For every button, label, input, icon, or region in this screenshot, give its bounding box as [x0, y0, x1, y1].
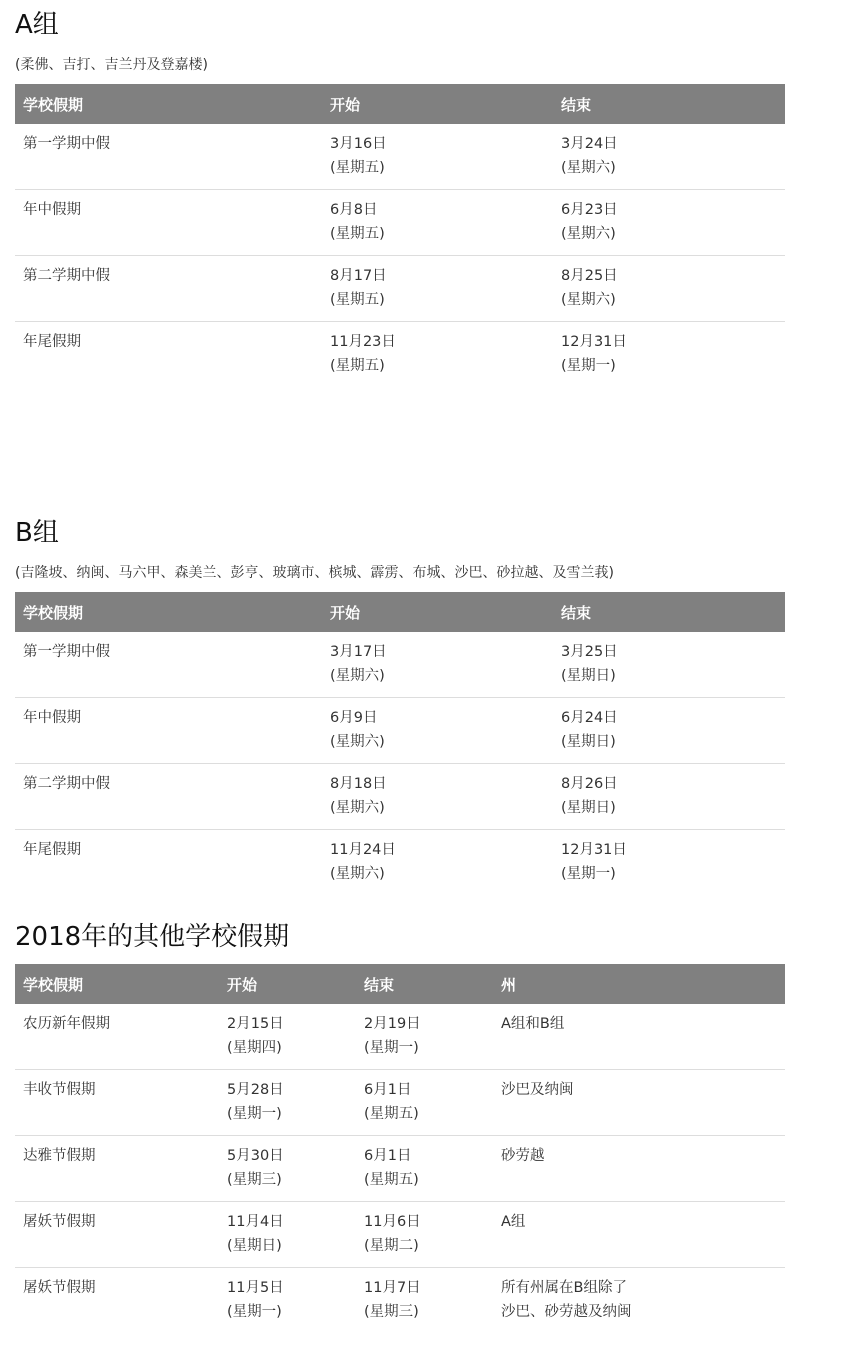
state-line: 沙巴、砂劳越及纳闽 — [501, 1304, 632, 1320]
state-line: 砂劳越 — [501, 1148, 545, 1164]
start-date: 11月24日 — [330, 842, 396, 858]
start-date: 3月16日 — [330, 136, 387, 152]
holiday-name: 年中假期 — [15, 698, 322, 764]
holiday-name: 年尾假期 — [23, 842, 81, 858]
group-a-title: A组 — [15, 10, 59, 40]
end-date: 11月7日 — [364, 1280, 421, 1296]
start-weekday: (星期六) — [330, 866, 385, 882]
end-date: 12月31日 — [561, 842, 627, 858]
table-row — [15, 322, 785, 388]
state-line: A组和B组 — [501, 1016, 565, 1032]
end-weekday: (星期六) — [561, 160, 616, 176]
start-weekday: (星期一) — [227, 1106, 282, 1122]
table-row — [15, 124, 785, 190]
start-weekday: (星期六) — [330, 668, 385, 684]
holiday-name: 第一学期中假 — [15, 124, 322, 190]
start-cell — [322, 322, 553, 388]
other-holidays-table — [15, 964, 785, 1333]
end-cell — [356, 1268, 493, 1334]
holiday-name: 第二学期中假 — [15, 764, 322, 830]
column-header-holiday: 学校假期 — [15, 84, 322, 124]
start-weekday: (星期一) — [227, 1304, 282, 1320]
start-weekday: (星期日) — [227, 1238, 282, 1254]
holiday-name: 屠妖节假期 — [15, 1202, 219, 1268]
table-row — [15, 698, 785, 764]
table-row — [15, 190, 785, 256]
table-row — [15, 764, 785, 830]
group-b-title: B组 — [15, 518, 59, 548]
holiday-name: 第一学期中假 — [15, 632, 322, 698]
end-date: 6月1日 — [364, 1148, 412, 1164]
end-weekday: (星期六) — [561, 292, 616, 308]
end-weekday: (星期日) — [561, 800, 616, 816]
table-header-row — [15, 964, 785, 1004]
group-b-section — [15, 518, 785, 895]
state-cell — [493, 1202, 785, 1268]
table-row — [15, 632, 785, 698]
start-weekday: (星期五) — [330, 358, 385, 374]
end-date: 2月19日 — [364, 1016, 421, 1032]
table-row — [15, 1202, 785, 1268]
end-date: 8月25日 — [561, 268, 618, 284]
start-weekday: (星期五) — [330, 292, 385, 308]
end-weekday: (星期一) — [364, 1040, 419, 1056]
start-cell — [219, 1070, 356, 1136]
column-header-end: 结束 — [356, 964, 493, 1004]
start-date: 8月17日 — [330, 268, 387, 284]
group-b-table — [15, 592, 785, 895]
column-header-start: 开始 — [322, 84, 553, 124]
end-cell — [356, 1136, 493, 1202]
end-cell — [356, 1004, 493, 1070]
column-header-state: 州 — [493, 964, 785, 1004]
start-weekday: (星期五) — [330, 160, 385, 176]
end-cell — [553, 764, 785, 830]
start-date: 6月9日 — [330, 710, 378, 726]
start-weekday: (星期六) — [330, 800, 385, 816]
end-cell — [553, 124, 785, 190]
end-weekday: (星期二) — [364, 1238, 419, 1254]
start-date: 11月5日 — [227, 1280, 284, 1296]
end-cell — [356, 1070, 493, 1136]
start-date: 6月8日 — [330, 202, 378, 218]
end-date: 11月6日 — [364, 1214, 421, 1230]
start-cell — [219, 1004, 356, 1070]
end-cell — [553, 322, 785, 388]
state-cell — [493, 1136, 785, 1202]
start-date: 11月23日 — [330, 334, 396, 350]
column-header-holiday: 学校假期 — [15, 592, 322, 632]
state-line: 所有州属在B组除了 — [501, 1280, 627, 1296]
state-cell — [493, 1004, 785, 1070]
start-weekday: (星期四) — [227, 1040, 282, 1056]
holiday-name: 年中假期 — [15, 190, 322, 256]
start-date: 11月4日 — [227, 1214, 284, 1230]
end-weekday: (星期日) — [561, 668, 616, 684]
start-cell — [322, 256, 553, 322]
start-cell — [322, 698, 553, 764]
end-weekday: (星期三) — [364, 1304, 419, 1320]
end-date: 12月31日 — [561, 334, 627, 350]
state-cell — [493, 1268, 785, 1334]
end-date: 6月1日 — [364, 1082, 412, 1098]
end-cell — [553, 632, 785, 698]
holiday-name: 农历新年假期 — [15, 1004, 219, 1070]
holiday-name: 丰收节假期 — [15, 1070, 219, 1136]
state-cell — [493, 1070, 785, 1136]
start-cell — [322, 830, 553, 896]
group-a-section — [15, 10, 785, 387]
holiday-name: 达雅节假期 — [15, 1136, 219, 1202]
holiday-name: 第二学期中假 — [15, 256, 322, 322]
start-date: 3月17日 — [330, 644, 387, 660]
end-weekday: (星期五) — [364, 1172, 419, 1188]
start-cell — [322, 632, 553, 698]
start-weekday: (星期六) — [330, 734, 385, 750]
group-b-subtitle: (吉隆坡、纳闽、马六甲、森美兰、彭亨、玻璃市、槟城、霹雳、布城、沙巴、砂拉越、及雪兰莪) — [15, 565, 614, 581]
end-cell — [553, 698, 785, 764]
end-cell — [356, 1202, 493, 1268]
other-holidays-section — [15, 922, 785, 1333]
end-weekday: (星期一) — [561, 358, 616, 374]
start-date: 2月15日 — [227, 1016, 284, 1032]
end-weekday: (星期六) — [561, 226, 616, 242]
table-row — [15, 830, 785, 896]
end-cell — [553, 190, 785, 256]
end-cell — [553, 830, 785, 896]
start-cell — [219, 1202, 356, 1268]
state-line: 沙巴及纳闽 — [501, 1082, 574, 1098]
end-date: 3月25日 — [561, 644, 618, 660]
table-row — [15, 1268, 785, 1334]
end-weekday: (星期五) — [364, 1106, 419, 1122]
start-cell — [219, 1268, 356, 1334]
start-weekday: (星期三) — [227, 1172, 282, 1188]
end-date: 3月24日 — [561, 136, 618, 152]
table-header-row — [15, 592, 785, 632]
table-row — [15, 256, 785, 322]
table-row — [15, 1136, 785, 1202]
table-row — [15, 1004, 785, 1070]
holiday-name: 屠妖节假期 — [23, 1280, 96, 1296]
end-date: 8月26日 — [561, 776, 618, 792]
end-cell — [553, 256, 785, 322]
column-header-start: 开始 — [322, 592, 553, 632]
end-date: 6月24日 — [561, 710, 618, 726]
other-holidays-title: 2018年的其他学校假期 — [15, 922, 290, 952]
column-header-start: 开始 — [219, 964, 356, 1004]
table-header-row — [15, 84, 785, 124]
end-weekday: (星期日) — [561, 734, 616, 750]
start-date: 5月28日 — [227, 1082, 284, 1098]
group-a-subtitle: (柔佛、吉打、吉兰丹及登嘉楼) — [15, 57, 208, 73]
state-line: A组 — [501, 1214, 526, 1230]
holiday-name: 年尾假期 — [23, 334, 81, 350]
start-cell — [322, 764, 553, 830]
end-date: 6月23日 — [561, 202, 618, 218]
start-cell — [322, 190, 553, 256]
end-weekday: (星期一) — [561, 866, 616, 882]
column-header-end: 结束 — [553, 592, 785, 632]
column-header-holiday: 学校假期 — [15, 964, 219, 1004]
start-date: 5月30日 — [227, 1148, 284, 1164]
group-a-table — [15, 84, 785, 387]
table-row — [15, 1070, 785, 1136]
start-cell — [322, 124, 553, 190]
start-date: 8月18日 — [330, 776, 387, 792]
column-header-end: 结束 — [553, 84, 785, 124]
start-cell — [219, 1136, 356, 1202]
start-weekday: (星期五) — [330, 226, 385, 242]
